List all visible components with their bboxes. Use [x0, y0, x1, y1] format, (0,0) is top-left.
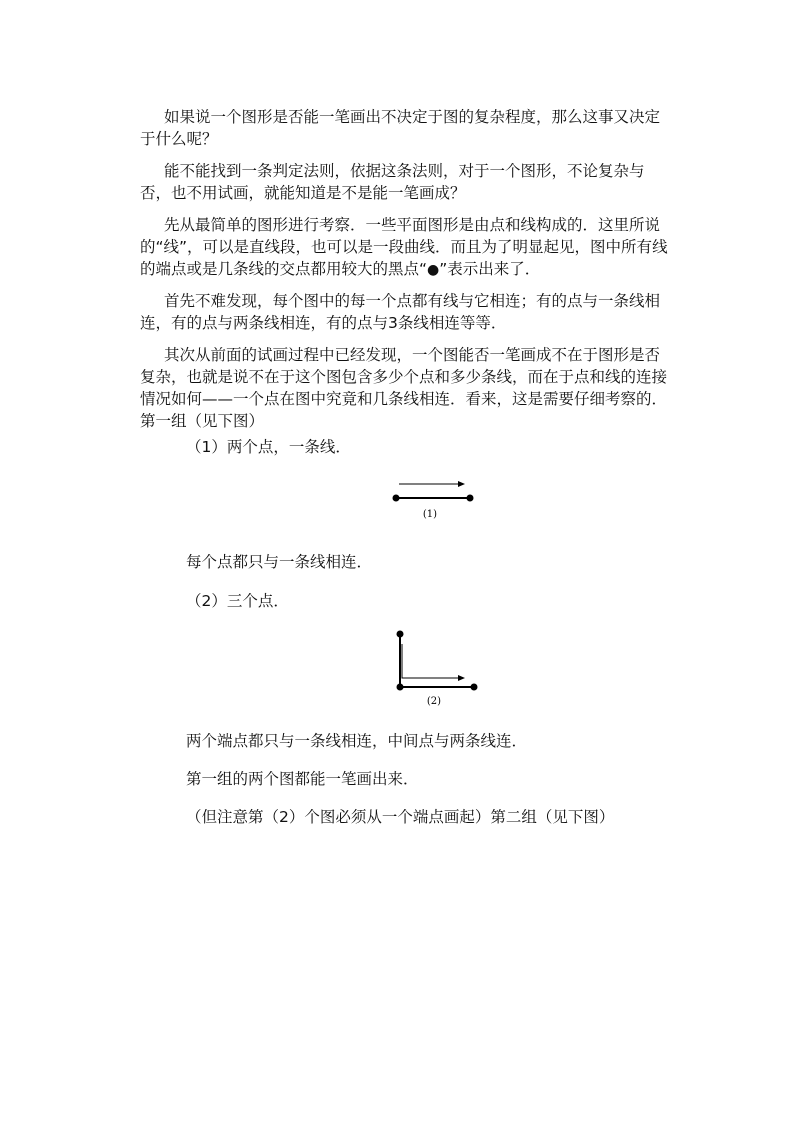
- figure-2-arrow-head: [458, 675, 465, 681]
- paragraph-4: 首先不难发现，每个图中的每一个点都有线与它相连；有的点与一条线相连，有的点与两条线相连，有的点与3条线相连等等．: [140, 292, 661, 332]
- paragraph-5: 其次从前面的试画过程中已经发现，一个图能否一笔画成不在于图形是否复杂，也就是说不在于这个图包含多少个点和多少条线，而在于点和线的连接情况如何——一个点在图中究竟和几条线相连．看来，这是需要仔细考察的．第一组（见下图）: [140, 346, 668, 430]
- figure-1: [385, 470, 485, 526]
- paragraph-1: 如果说一个图形是否能一笔画出不决定于图的复杂程度，那么这事又决定于什么呢？: [140, 108, 661, 148]
- paragraph-3-text-before: 先从最简单的图形进行考察．一些平面图形是由点和线构成的．这里所说的“线”，可以是直线段，也可以是一段曲线．而且为了明显起见，图中所有线的端点或是几条线的交点都用较大的黑点“: [140, 216, 668, 278]
- paragraph-3-text-after: ”表示出来了．: [439, 260, 541, 278]
- figure-2-label: (2): [426, 696, 442, 707]
- case-1-caption: 每个点都只与一条线相连．: [186, 553, 373, 571]
- figure-2-top-point: [397, 631, 404, 638]
- paragraph-3: [140, 214, 670, 281]
- figure-2-corner-point: [397, 684, 404, 691]
- figure-1-right-point: [467, 495, 474, 502]
- paragraph-2: 能不能找到一条判定法则，依据这条法则，对于一个图形，不论复杂与否，也不用试画，就能知道是不是能一笔画成？: [140, 162, 645, 202]
- case-2-caption: 两个端点都只与一条线相连，中间点与两条线连．: [186, 732, 528, 750]
- figure-2: [390, 626, 485, 710]
- case-1-heading: （1）两个点，一条线．: [186, 438, 351, 456]
- figure-2-right-point: [471, 684, 478, 691]
- case-2-heading: （2）三个点．: [186, 592, 289, 610]
- figure-2-lines: [400, 634, 474, 687]
- conclusion-line: 第一组的两个图都能一笔画出来．: [186, 770, 419, 788]
- note-line: （但注意第（2）个图必须从一个端点画起）第二组（见下图）: [186, 808, 615, 826]
- black-dot-symbol: ●: [427, 262, 440, 278]
- figure-1-arrow-head: [458, 481, 465, 487]
- figure-1-label: (1): [422, 509, 438, 520]
- figure-2-arrow-path: [402, 670, 460, 678]
- figure-1-left-point: [393, 495, 400, 502]
